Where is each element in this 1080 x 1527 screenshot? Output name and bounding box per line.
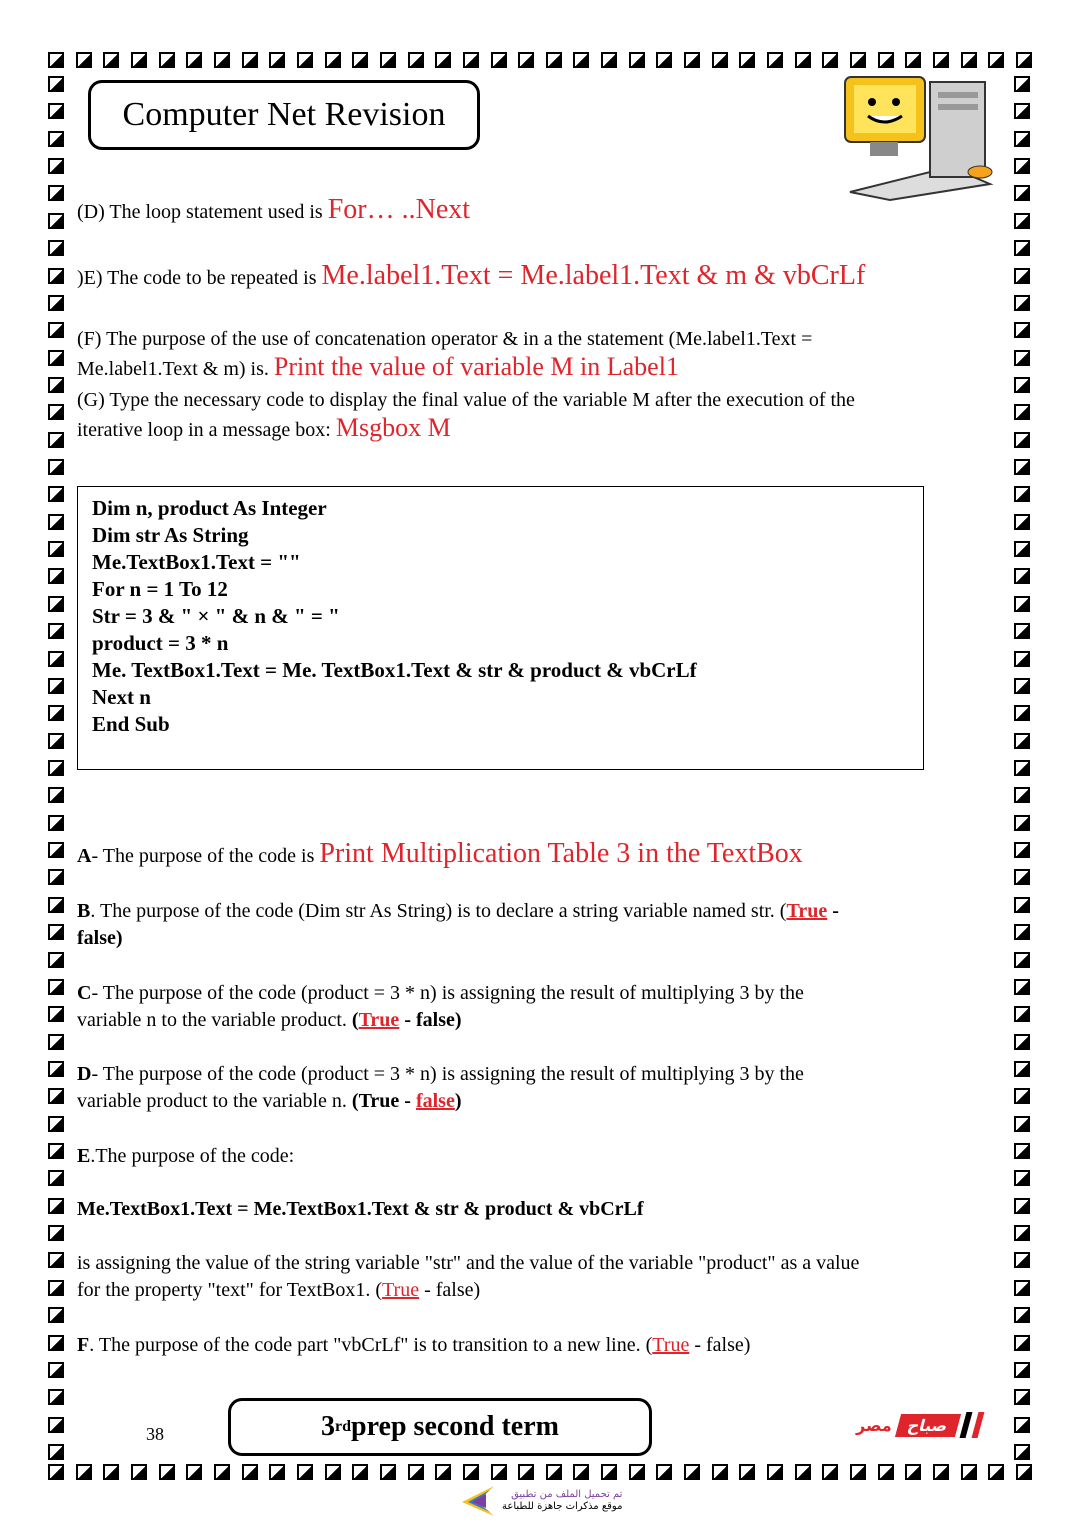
question-e: E.The purpose of the code: xyxy=(77,1145,295,1167)
border-square xyxy=(546,1464,562,1480)
border-square xyxy=(1014,1198,1030,1214)
border-square xyxy=(103,1464,119,1480)
border-square xyxy=(988,52,1004,68)
border-square xyxy=(352,1464,368,1480)
question-d: D- The purpose of the code (product = 3 * n) is assigning the result of multiplying 3 by the variable product to the variable n. (True - false) xyxy=(77,1063,804,1112)
question-b: B. The purpose of the code (Dim str As String) is to declare a string variable named str. (True - false) xyxy=(77,900,839,949)
border-square xyxy=(1014,103,1030,119)
border-square xyxy=(933,1464,949,1480)
border-square xyxy=(48,295,64,311)
border-square xyxy=(1014,651,1030,667)
border-square xyxy=(1014,924,1030,940)
border-square xyxy=(48,1088,64,1104)
border-square xyxy=(48,541,64,557)
border-square xyxy=(1014,568,1030,584)
border-square xyxy=(48,651,64,667)
top-border xyxy=(48,52,1032,74)
border-square xyxy=(408,1464,424,1480)
border-square xyxy=(1014,842,1030,858)
computer-icon xyxy=(830,72,1010,202)
border-square xyxy=(48,131,64,147)
border-square xyxy=(822,52,838,68)
border-square xyxy=(48,52,64,68)
border-square xyxy=(48,240,64,256)
code-line: Dim str As String xyxy=(92,523,249,547)
border-square xyxy=(48,1006,64,1022)
left-border xyxy=(48,76,70,1460)
border-square xyxy=(1014,1362,1030,1378)
border-square xyxy=(48,568,64,584)
border-square xyxy=(463,1464,479,1480)
code-line: Dim n, product As Integer xyxy=(92,496,327,520)
border-square xyxy=(933,52,949,68)
border-square xyxy=(159,52,175,68)
code-line: Me. TextBox1.Text = Me. TextBox1.Text & str & product & vbCrLf xyxy=(92,658,697,682)
border-square xyxy=(48,322,64,338)
border-square xyxy=(1014,350,1030,366)
border-square xyxy=(48,678,64,694)
border-square xyxy=(1014,158,1030,174)
border-square xyxy=(408,52,424,68)
border-square xyxy=(795,52,811,68)
border-square xyxy=(48,432,64,448)
border-square xyxy=(1014,514,1030,530)
border-square xyxy=(1014,268,1030,284)
border-square xyxy=(186,1464,202,1480)
border-square xyxy=(214,1464,230,1480)
border-square xyxy=(76,52,92,68)
border-square xyxy=(1014,1088,1030,1104)
border-square xyxy=(48,705,64,721)
border-square xyxy=(629,52,645,68)
border-square xyxy=(1014,1280,1030,1296)
border-square xyxy=(739,1464,755,1480)
border-square xyxy=(48,596,64,612)
code-line: Next n xyxy=(92,685,151,709)
border-square xyxy=(48,486,64,502)
border-square xyxy=(242,52,258,68)
border-square xyxy=(48,897,64,913)
border-square xyxy=(297,1464,313,1480)
border-square xyxy=(1014,1006,1030,1022)
border-square xyxy=(1014,705,1030,721)
border-square xyxy=(48,787,64,803)
border-square xyxy=(1014,869,1030,885)
border-square xyxy=(1014,952,1030,968)
border-square xyxy=(352,52,368,68)
border-square xyxy=(48,979,64,995)
border-square xyxy=(1014,760,1030,776)
brand-logo-icon xyxy=(456,1484,496,1518)
border-square xyxy=(850,1464,866,1480)
border-square xyxy=(325,52,341,68)
border-square xyxy=(131,52,147,68)
border-square xyxy=(1014,1143,1030,1159)
border-square xyxy=(48,623,64,639)
border-square xyxy=(1014,623,1030,639)
border-square xyxy=(905,52,921,68)
border-square xyxy=(1014,1389,1030,1405)
border-square xyxy=(1014,596,1030,612)
border-square xyxy=(1014,787,1030,803)
border-square xyxy=(159,1464,175,1480)
bottom-border xyxy=(48,1464,1032,1486)
footer-grade: 3 rd prep second term xyxy=(228,1398,652,1456)
line-e: )E) The code to be repeated is Me.label1.Text = Me.label1.Text & m & vbCrLf xyxy=(77,260,866,291)
line-d: (D) The loop statement used is For… ..Next xyxy=(77,194,471,225)
code-line: product = 3 * n xyxy=(92,631,229,655)
border-square xyxy=(435,1464,451,1480)
border-square xyxy=(48,377,64,393)
border-square xyxy=(961,52,977,68)
border-square xyxy=(878,52,894,68)
border-square xyxy=(242,1464,258,1480)
border-square xyxy=(48,1143,64,1159)
border-square xyxy=(380,1464,396,1480)
border-square xyxy=(1014,1307,1030,1323)
border-square xyxy=(48,404,64,420)
border-square xyxy=(48,1335,64,1351)
border-square xyxy=(573,1464,589,1480)
border-square xyxy=(712,52,728,68)
border-square xyxy=(48,1061,64,1077)
border-square xyxy=(491,1464,507,1480)
border-square xyxy=(48,924,64,940)
border-square xyxy=(1014,733,1030,749)
border-square xyxy=(48,1034,64,1050)
border-square xyxy=(1014,377,1030,393)
border-square xyxy=(1014,897,1030,913)
border-square xyxy=(1014,185,1030,201)
border-square xyxy=(601,52,617,68)
border-square xyxy=(1014,1225,1030,1241)
border-square xyxy=(1014,1417,1030,1433)
question-e-code: Me.TextBox1.Text = Me.TextBox1.Text & str & product & vbCrLf xyxy=(77,1198,644,1220)
border-square xyxy=(491,52,507,68)
code-line: End Sub xyxy=(92,712,170,736)
border-square xyxy=(878,1464,894,1480)
question-f: F. The purpose of the code part "vbCrLf" is to transition to a new line. (True - false) xyxy=(77,1334,751,1356)
border-square xyxy=(656,52,672,68)
border-square xyxy=(48,158,64,174)
border-square xyxy=(48,459,64,475)
border-square xyxy=(1014,1170,1030,1186)
border-square xyxy=(48,268,64,284)
border-square xyxy=(48,952,64,968)
question-a: A- The purpose of the code is Print Multiplication Table 3 in the TextBox xyxy=(77,838,803,869)
border-square xyxy=(767,52,783,68)
border-square xyxy=(48,869,64,885)
border-square xyxy=(822,1464,838,1480)
border-square xyxy=(186,52,202,68)
border-square xyxy=(48,514,64,530)
border-square xyxy=(712,1464,728,1480)
border-square xyxy=(463,52,479,68)
border-square xyxy=(269,1464,285,1480)
border-square xyxy=(48,1444,64,1460)
border-square xyxy=(48,760,64,776)
border-square xyxy=(601,1464,617,1480)
border-square xyxy=(988,1464,1004,1480)
border-square xyxy=(48,1252,64,1268)
border-square xyxy=(76,1464,92,1480)
sabah-misr-logo: مصر صباح xyxy=(856,1412,981,1438)
line-f: (F) The purpose of the use of concatenation operator & in a the statement (Me.label1.Text = Me.label1.Text & m) is. Print the value of variable M in Label1 xyxy=(77,328,813,381)
border-square xyxy=(435,52,451,68)
question-e-body: is assigning the value of the string variable "str" and the value of the variable "product" as a value for the property "text" for TextBox1. (True - false) xyxy=(77,1252,860,1301)
code-line: For n = 1 To 12 xyxy=(92,577,228,601)
border-square xyxy=(48,1389,64,1405)
border-square xyxy=(48,815,64,831)
page-title: Computer Net Revision xyxy=(88,80,480,150)
border-square xyxy=(380,52,396,68)
border-square xyxy=(1014,76,1030,92)
border-square xyxy=(297,52,313,68)
border-square xyxy=(48,1307,64,1323)
border-square xyxy=(546,52,562,68)
border-square xyxy=(48,185,64,201)
border-square xyxy=(1014,678,1030,694)
code-block xyxy=(77,486,924,770)
border-square xyxy=(1014,432,1030,448)
border-square xyxy=(48,1464,64,1480)
border-square xyxy=(1014,322,1030,338)
border-square xyxy=(131,1464,147,1480)
border-square xyxy=(1016,1464,1032,1480)
border-square xyxy=(48,1417,64,1433)
border-square xyxy=(1014,1335,1030,1351)
border-square xyxy=(1014,815,1030,831)
line-g: (G) Type the necessary code to display the final value of the variable M after the execution of the iterative loop in a message box: Msgbox M xyxy=(77,389,855,442)
border-square xyxy=(1014,404,1030,420)
border-square xyxy=(518,52,534,68)
border-square xyxy=(103,52,119,68)
border-square xyxy=(629,1464,645,1480)
border-square xyxy=(269,52,285,68)
border-square xyxy=(1014,1444,1030,1460)
border-square xyxy=(48,842,64,858)
app-brand: تم تحميل الملف من تطبيق موقع مذكرات جاهزة للطباعة xyxy=(456,1484,622,1518)
border-square xyxy=(1014,1116,1030,1132)
border-square xyxy=(48,350,64,366)
border-square xyxy=(795,1464,811,1480)
border-square xyxy=(48,1362,64,1378)
border-square xyxy=(48,1198,64,1214)
border-square xyxy=(1014,131,1030,147)
border-square xyxy=(48,733,64,749)
border-square xyxy=(1016,52,1032,68)
border-square xyxy=(656,1464,672,1480)
border-square xyxy=(684,1464,700,1480)
border-square xyxy=(1014,240,1030,256)
right-border xyxy=(1014,76,1036,1460)
border-square xyxy=(684,52,700,68)
border-square xyxy=(1014,979,1030,995)
border-square xyxy=(48,1170,64,1186)
border-square xyxy=(573,52,589,68)
border-square xyxy=(1014,459,1030,475)
border-square xyxy=(850,52,866,68)
border-square xyxy=(214,52,230,68)
border-square xyxy=(961,1464,977,1480)
border-square xyxy=(48,213,64,229)
page-number: 38 xyxy=(146,1424,164,1444)
border-square xyxy=(739,52,755,68)
border-square xyxy=(1014,1061,1030,1077)
border-square xyxy=(1014,541,1030,557)
border-square xyxy=(1014,1034,1030,1050)
border-square xyxy=(325,1464,341,1480)
border-square xyxy=(905,1464,921,1480)
border-square xyxy=(48,1280,64,1296)
code-line: Me.TextBox1.Text = "" xyxy=(92,550,301,574)
border-square xyxy=(1014,213,1030,229)
border-square xyxy=(1014,1252,1030,1268)
question-c: C- The purpose of the code (product = 3 * n) is assigning the result of multiplying 3 by the variable n to the variable product. (True - false) xyxy=(77,982,804,1031)
border-square xyxy=(1014,486,1030,502)
border-square xyxy=(48,1225,64,1241)
border-square xyxy=(48,76,64,92)
code-line: Str = 3 & " × " & n & " = " xyxy=(92,604,340,628)
border-square xyxy=(1014,295,1030,311)
border-square xyxy=(48,1116,64,1132)
border-square xyxy=(518,1464,534,1480)
border-square xyxy=(48,103,64,119)
border-square xyxy=(767,1464,783,1480)
